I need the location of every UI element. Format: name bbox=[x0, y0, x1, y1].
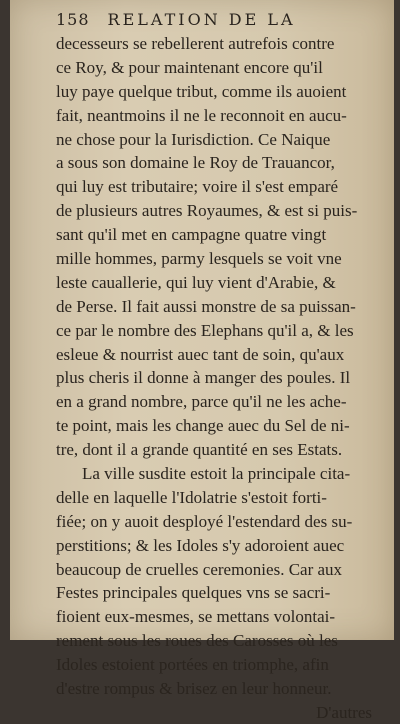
text-line: ne chose pour la Iurisdiction. Ce Naique bbox=[56, 129, 331, 149]
text-line: a sous son domaine le Roy de Trauancor, bbox=[56, 153, 335, 173]
page-number: 158 bbox=[56, 10, 90, 29]
text-line: luy paye quelque tribut, comme ils auoient bbox=[56, 81, 347, 101]
text-line: esleue & nourrist auec tant de soin, qu'aux bbox=[56, 344, 345, 364]
text-line: tre, dont il a grande quantité en ses Estats. bbox=[56, 440, 343, 460]
text-line: decesseurs se rebellerent autrefois contre bbox=[56, 34, 335, 53]
page-header bbox=[56, 10, 376, 32]
text-line: de plusieurs autres Royaumes, & est si puis- bbox=[56, 201, 358, 221]
text-line: sant qu'il met en campagne quatre vingt bbox=[56, 225, 327, 245]
text-line: beaucoup de cruelles ceremonies. Car aux bbox=[56, 559, 343, 579]
text-line: perstitions; & les Idoles s'y adoroient auec bbox=[56, 535, 345, 555]
text-line: mille hommes, parmy lesquels se voit vne bbox=[56, 249, 342, 269]
text-line: d'estre rompus & brisez en leur honneur. bbox=[56, 679, 332, 699]
page-text-block bbox=[56, 10, 376, 724]
running-title: RELATION DE LA bbox=[107, 10, 296, 29]
text-line: fait, neantmoins il ne le reconnoit en aucu- bbox=[56, 105, 347, 125]
paragraph-start-line: La ville susdite estoit la principale cita- bbox=[82, 464, 351, 484]
text-line: delle en laquelle l'Idolatrie s'estoit forti- bbox=[56, 487, 327, 507]
text-line: ce Roy, & pour maintenant encore qu'il bbox=[56, 57, 323, 77]
text-line: fiée; on y auoit desployé l'estendard des su- bbox=[56, 511, 353, 531]
text-line: Idoles estoient portées en triomphe, afin bbox=[56, 655, 329, 675]
text-line: ce par le nombre des Elephans qu'il a, & les bbox=[56, 320, 354, 340]
text-line: de Perse. Il fait aussi monstre de sa puissan- bbox=[56, 296, 356, 316]
text-line: fioient eux-mesmes, se mettans volontai- bbox=[56, 607, 336, 627]
catchword: D'autres bbox=[316, 702, 372, 722]
text-line: plus cheris il donne à manger des poules. Il bbox=[56, 368, 351, 388]
book-page bbox=[10, 0, 394, 722]
body-text bbox=[56, 32, 376, 701]
text-line: en a grand nombre, parce qu'il ne les ache- bbox=[56, 392, 347, 412]
text-line: leste cauallerie, qui luy vient d'Arabie, & bbox=[56, 272, 336, 292]
text-line: rement sous les roues des Carosses où les bbox=[56, 631, 338, 651]
text-line: te point, mais les change auec du Sel de ni- bbox=[56, 416, 350, 436]
text-line: Festes principales quelques vns se sacri- bbox=[56, 583, 331, 603]
text-line: qui luy est tributaire; voire il s'est emparé bbox=[56, 177, 339, 197]
